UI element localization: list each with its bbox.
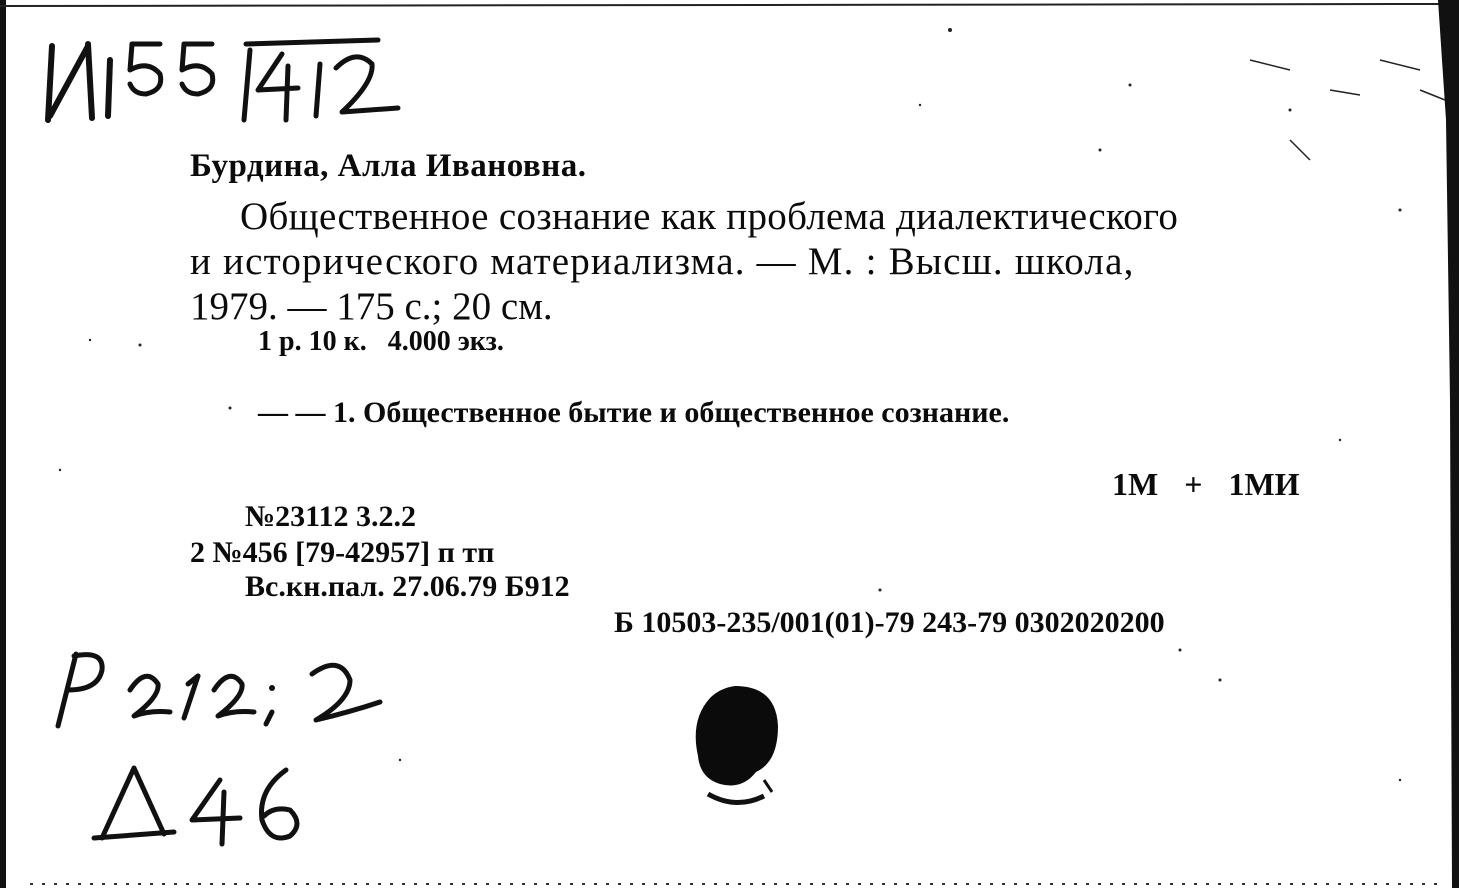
record-title-line1: Общественное сознание как проблема диалектического [240,195,1179,238]
record-order-line: 2 №456 [79-42957] п тп [190,536,495,569]
record-title-line3: 1979. — 175 с.; 20 см. [190,285,553,328]
scan-scratches [1250,60,1445,160]
record-title-line2: и исторического материализма. — М. : Высш. школа, [190,240,1135,283]
scan-top-edge [0,4,1440,6]
record-stock-number: №23112 3.2.2 [245,500,416,533]
record-chamber-line: Вс.кн.пал. 27.06.79 Б912 [245,570,570,603]
record-distribution: 1М + 1МИ [1112,466,1300,502]
handwritten-shelfmark [36,24,406,124]
handwritten-cutter [90,756,320,856]
scan-left-edge [0,0,6,888]
scan-right-edge [1438,0,1459,888]
record-catalog-code: Б 10503-235/001(01)-79 243-79 0302020200 [614,606,1165,639]
card-punch-hole [680,680,790,820]
handwritten-class-code [50,636,400,736]
record-price-edition: 1 р. 10 к. 4.000 экз. [258,326,504,357]
record-author: Бурдина, Алла Ивановна. [190,148,587,184]
record-subject-heading: — — 1. Общественное бытие и общественное сознание. [258,396,1010,429]
